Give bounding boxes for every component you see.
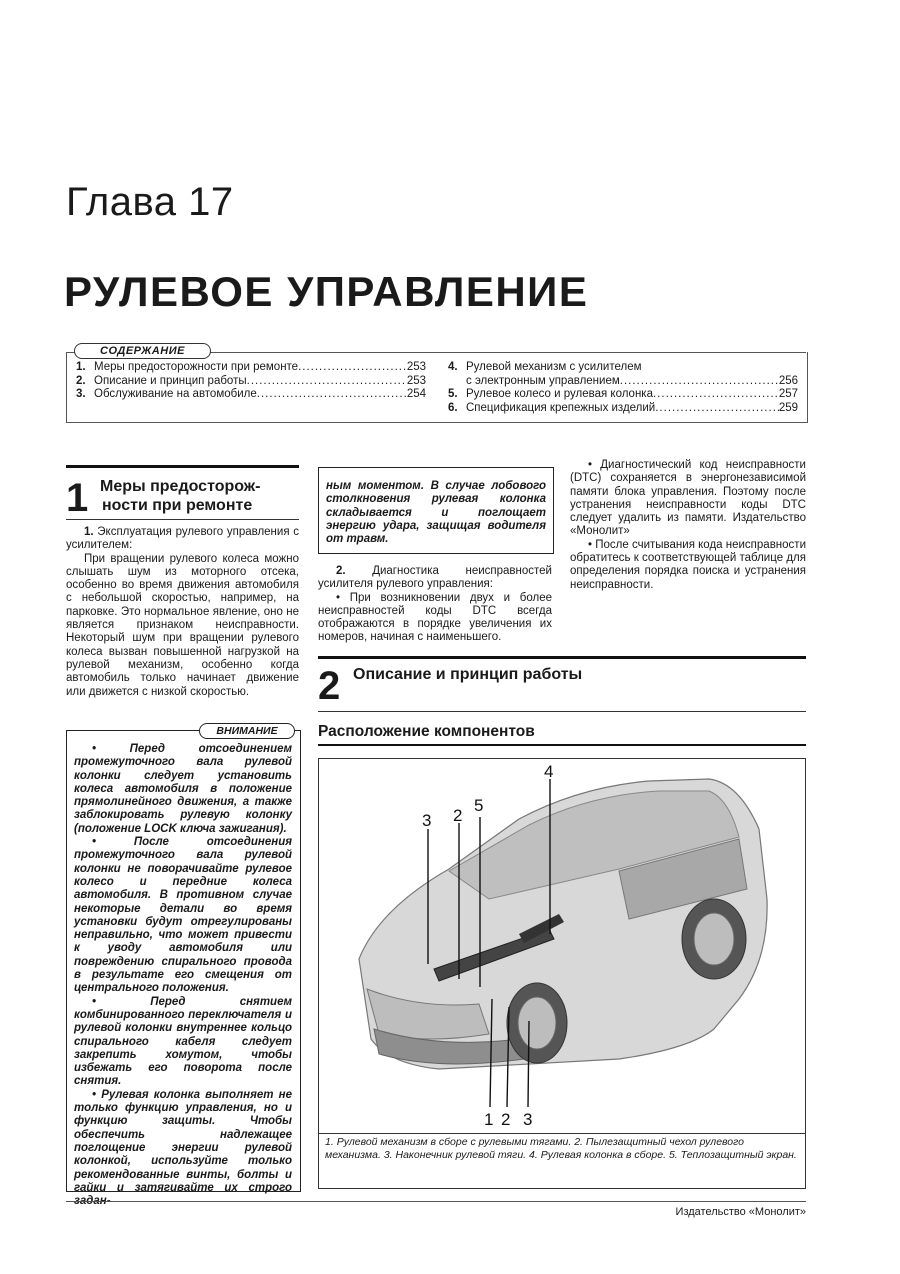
subtitle-underline	[318, 744, 806, 746]
warning-text: • Перед отсоединением промежуточного вала рулевой колонки следует установить колеса автомобиля в положение прямолинейного движения, а также заблокировать рулевую колонку (положение LOCK ключа зажигания). • После отсоединения промежуточного вала рулевой колонки не поворачивайте рулевое колесо и передние колеса автомобиля. В противном случае некоторые детали во время установки будут отрегулированы неправильно, что может привести к уводу автомобиля или повреждению спирального провода в результате его смещения от центрального положения. • Перед снятием комбинированного переключателя и рулевой колонки внутреннее кольцо спирального кабеля следует закрепить хомутом, чтобы избежать его поворота после снятия. • Рулевая колонка выполняет не только функцию управления, но и функцию защиты. Чтобы обеспечить надлежащее поглощение энергии рулевой колонкой, используйте только рекомендованные винты, болты и гайки и затягивайте их строго задан-	[74, 743, 292, 1208]
page-title: РУЛЕВОЕ УПРАВЛЕНИЕ	[64, 268, 589, 315]
section-2-underline	[318, 711, 806, 712]
chapter-label: Глава 17	[66, 180, 234, 224]
section-1-body: 1. Эксплуатация рулевого управления с усилителем: При вращении рулевого колеса можно слышать шум из моторного отсека, особенно во время движения автомобиля с небольшой скоростью, например, на парковке. Это нормальное явление, оно не является признаком неисправности. Некоторый шум при вращении рулевого колеса вызван повышенной нагрузкой на рулевой механизм, особенно когда автомобиль только начинает движение или движется с низкой скоростью.	[66, 526, 299, 698]
warning-label: ВНИМАНИЕ	[199, 723, 295, 739]
callout-label: 3	[422, 811, 432, 830]
car-illustration	[319, 759, 805, 1133]
warning-text-continued: ным моментом. В случае лобового столкновения рулевая колонка складывается и поглощает энергию удара, защищая водителя от травм.	[326, 480, 546, 546]
toc-item-continued[interactable]: с электронным управлением ..... 256	[448, 375, 798, 389]
callout-label: 4	[544, 762, 554, 781]
toc-item[interactable]: 6. Спецификация крепежных изделий ..... 259	[448, 402, 798, 416]
toc-item[interactable]: 2. Описание и принцип работы ..... 253	[76, 375, 426, 389]
figure-caption: 1. Рулевой механизм в сборе с рулевыми тягами. 2. Пылезащитный чехол рулевого механизма. 3. Наконечник рулевой тяги. 4. Рулевая колонка в сборе. 5. Теплозащитный экран.	[318, 1132, 806, 1189]
toc-item[interactable]: 5. Рулевое колесо и рулевая колонка ..... 257	[448, 388, 798, 402]
section-1-body-col3: • Диагностический код неисправности (DTC) сохраняется в энергонезависимой памяти блока управления. Поэтому после устранения неисправности коды DTC следует удалить из памяти. Издательство «Монолит» • После считывания кода неисправности обратитесь к соответствующей таблице для определения порядка поиска и устранения неисправности.	[570, 459, 806, 591]
toc-label: СОДЕРЖАНИЕ	[74, 343, 211, 359]
callout-label: 2	[453, 806, 463, 825]
section-1-body-col2: 2. Диагностика неисправностей усилителя рулевого управления: • При возникновении двух и более неисправностей коды DTC всегда отображаются в порядке увеличения их номеров, начиная с наименьшего.	[318, 565, 552, 644]
section-2-title: Описание и принцип работы	[353, 666, 583, 683]
section-1-rule	[66, 465, 299, 468]
section-2-subtitle: Расположение компонентов	[318, 723, 535, 740]
footer-rule	[66, 1201, 806, 1202]
toc-item[interactable]: 4. Рулевой механизм с усилителем	[448, 361, 642, 373]
callout-label: 2	[501, 1110, 511, 1129]
callout-label: 1	[484, 1110, 494, 1129]
toc-left-column	[76, 361, 426, 402]
section-1-underline	[66, 519, 299, 520]
section-1-title: Меры предосторож- ности при ремонте	[100, 478, 261, 514]
callout-label: 3	[523, 1110, 533, 1129]
toc-item[interactable]: 1. Меры предосторожности при ремонте ..... 253	[76, 361, 426, 375]
publisher-footer: Издательство «Монолит»	[675, 1206, 806, 1218]
toc-right-column	[448, 361, 798, 415]
car-body-icon	[359, 779, 767, 1069]
section-2-number: 2	[318, 664, 341, 708]
component-figure	[318, 758, 806, 1134]
callout-label: 5	[474, 796, 484, 815]
toc-item[interactable]: 3. Обслуживание на автомобиле ..... 254	[76, 388, 426, 402]
section-2-rule	[318, 656, 806, 659]
section-1-number: 1	[66, 476, 89, 520]
